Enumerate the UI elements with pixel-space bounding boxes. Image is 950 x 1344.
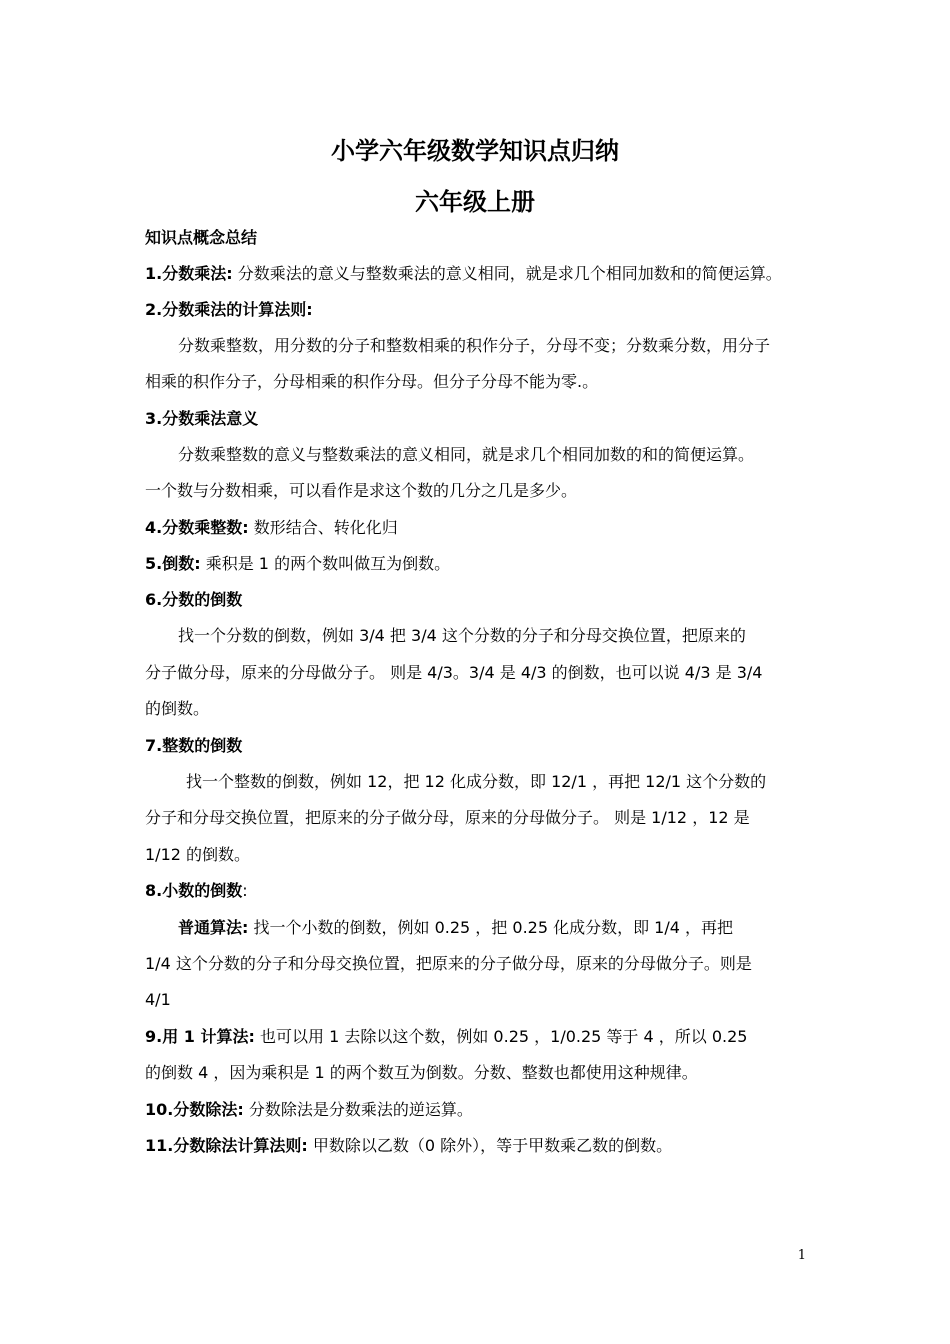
item-10-label: 10.分数除法: — [145, 1100, 244, 1119]
item-11-label: 11.分数除法计算法则: — [145, 1136, 308, 1155]
item-8-subitem — [145, 916, 843, 940]
item-8-paragraph-line-2: 1/4 这个分数的分子和分母交换位置，把原来的分子做分母，原来的分母做分子。则是 — [145, 954, 752, 973]
item-8-paragraph-line-3: 4/1 — [145, 990, 171, 1009]
item-1 — [145, 262, 810, 286]
section-heading: 知识点概念总结 — [145, 228, 258, 247]
item-8 — [145, 879, 810, 903]
item-10-text: 分数除法是分数乘法的逆运算。 — [248, 1100, 473, 1119]
item-6-paragraph-line-2: 分子做分母，原来的分母做分子。 则是 4/3。3/4 是 4/3 的倒数，也可以说 4/3 是 3/4 — [145, 663, 763, 682]
page-number: 1 — [797, 1248, 806, 1263]
item-9-text: 也可以用 1 去除以这个数，例如 0.25 ，1/0.25 等于 4 ，所以 0.25 — [259, 1027, 748, 1046]
item-6-paragraph-line-3: 的倒数。 — [145, 699, 210, 718]
item-7-paragraph-line-3: 1/12 的倒数。 — [145, 845, 251, 864]
item-3-label: 3.分数乘法意义 — [145, 409, 259, 428]
item-4-label: 4.分数乘整数: — [145, 518, 249, 537]
item-3-paragraph-line-2: 一个数与分数相乘，可以看作是求这个数的几分之几是多少。 — [145, 481, 578, 500]
item-9-label: 9.用 1 计算法: — [145, 1027, 255, 1046]
item-11-text: 甲数除以乙数（0 除外），等于甲数乘乙数的倒数。 — [312, 1136, 673, 1155]
item-2-paragraph-line-2: 相乘的积作分子，分母相乘的积作分母。但分子分母不能为零.。 — [145, 372, 599, 391]
item-8-subitem-text: 找一个小数的倒数，例如 0.25 ，把 0.25 化成分数，即 1/4 ，再把 — [253, 918, 734, 937]
item-3-paragraph-line-1: 分数乘整数的意义与整数乘法的意义相同，就是求几个相同加数的和的简便运算。 — [178, 445, 755, 464]
item-11 — [145, 1134, 810, 1158]
item-2-label: 2.分数乘法的计算法则: — [145, 300, 313, 319]
item-8-colon: : — [242, 881, 248, 900]
item-2-paragraph-line-1: 分数乘整数，用分数的分子和整数相乘的积作分子，分母不变；分数乘分数，用分子 — [178, 336, 771, 355]
item-9 — [145, 1025, 810, 1049]
item-10 — [145, 1098, 810, 1122]
item-9-paragraph-line-2: 的倒数 4 ，因为乘积是 1 的两个数互为倒数。分数、整数也都使用这种规律。 — [145, 1063, 698, 1082]
item-7-label: 7.整数的倒数 — [145, 736, 243, 755]
item-5-label: 5.倒数: — [145, 554, 201, 573]
item-4-text: 数形结合、转化化归 — [253, 518, 398, 537]
item-8-label: 8.小数的倒数 — [145, 881, 243, 900]
document-title: 小学六年级数学知识点归纳 — [331, 137, 619, 165]
item-5-text: 乘积是 1 的两个数叫做互为倒数。 — [205, 554, 451, 573]
item-1-text: 分数乘法的意义与整数乘法的意义相同，就是求几个相同加数和的简便运算。 — [237, 264, 782, 283]
item-6-paragraph-line-1: 找一个分数的倒数，例如 3/4 把 3/4 这个分数的分子和分母交换位置，把原来的 — [178, 626, 746, 645]
document-subtitle: 六年级上册 — [415, 188, 535, 216]
item-4 — [145, 516, 810, 540]
item-6-label: 6.分数的倒数 — [145, 590, 243, 609]
item-8-subitem-label: 普通算法: — [178, 918, 249, 937]
item-5 — [145, 552, 810, 576]
item-1-label: 1.分数乘法: — [145, 264, 233, 283]
item-7-paragraph-line-1: 找一个整数的倒数，例如 12，把 12 化成分数，即 12/1 ，再把 12/1 这个分数的 — [186, 772, 767, 791]
item-7-paragraph-line-2: 分子和分母交换位置，把原来的分子做分母，原来的分母做分子。 则是 1/12 ，12 是 — [145, 808, 750, 827]
